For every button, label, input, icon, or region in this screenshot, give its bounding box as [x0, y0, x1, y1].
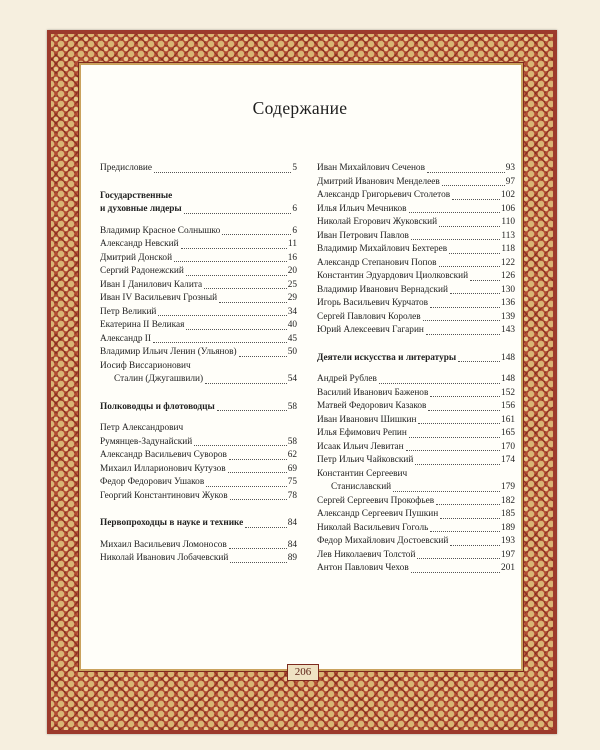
spacer	[100, 387, 297, 401]
toc-entry-page: 45	[287, 333, 297, 344]
toc-entry-title: Владимир Красное Солнышко	[100, 225, 221, 236]
toc-entry[interactable]	[317, 297, 515, 311]
toc-entry-page: 126	[501, 271, 515, 281]
toc-entry-page: 16	[287, 252, 297, 263]
toc-entry[interactable]	[317, 495, 515, 509]
toc-entry[interactable]	[317, 176, 515, 190]
toc-entry-page: 78	[287, 490, 297, 501]
dot-leader	[442, 185, 505, 186]
toc-entry[interactable]	[317, 324, 515, 338]
section-heading[interactable]	[100, 517, 297, 531]
toc-entry-page: 165	[501, 428, 515, 438]
toc-entry-title: Николай Васильевич Гоголь	[317, 522, 429, 533]
dot-leader	[411, 572, 500, 573]
dot-leader	[409, 212, 501, 213]
toc-entry[interactable]	[100, 373, 297, 387]
toc-entry-page: 11	[288, 239, 297, 249]
dot-leader	[181, 248, 287, 249]
toc-entry-page: 84	[287, 539, 297, 550]
toc-entry-title: Сергей Сергеевич Прокофьев	[317, 495, 435, 506]
toc-entry-page: 58	[287, 436, 297, 447]
toc-entry-page: 193	[501, 536, 515, 546]
toc-entry-page: 29	[287, 293, 297, 303]
dot-leader	[158, 315, 286, 316]
dot-leader	[205, 383, 287, 384]
toc-entry-title: Первопроходцы в науке и технике	[100, 518, 244, 528]
dot-leader	[194, 445, 286, 446]
dot-leader	[415, 464, 500, 465]
toc-entry-title: Иван Петрович Павлов	[317, 230, 409, 241]
dot-leader	[409, 437, 500, 438]
toc-entry-page: 69	[287, 463, 297, 474]
dot-leader	[228, 472, 287, 473]
dot-leader	[427, 172, 505, 173]
dot-leader	[379, 383, 500, 384]
spacer	[100, 531, 297, 539]
toc-entry[interactable]	[317, 387, 515, 401]
dot-leader	[430, 307, 500, 308]
toc-entry[interactable]	[100, 306, 297, 320]
dot-leader	[423, 320, 500, 321]
toc-entry[interactable]	[317, 270, 515, 284]
toc-entry-page: 189	[501, 522, 515, 533]
dot-leader	[153, 342, 287, 343]
spacer	[100, 414, 297, 422]
toc-entry-page: 156	[501, 401, 515, 411]
spacer	[100, 176, 297, 190]
dot-leader	[452, 199, 500, 200]
dot-leader	[439, 226, 500, 227]
toc-entry-title: Петр Великий	[100, 306, 157, 317]
dot-leader	[217, 410, 287, 411]
toc-left-column	[100, 162, 297, 566]
toc-entry[interactable]	[317, 454, 515, 468]
toc-entry-title: Румянцев-Задунайский	[100, 436, 193, 447]
toc-entry[interactable]	[317, 189, 515, 203]
toc-entry-title: Иван I Данилович Калита	[100, 279, 203, 290]
dot-leader	[222, 234, 291, 235]
toc-entry[interactable]	[317, 400, 515, 414]
toc-entry-page: 148	[501, 352, 515, 363]
dot-leader	[428, 410, 500, 411]
section-heading[interactable]	[100, 401, 297, 415]
toc-entry-title: Екатерина II Великая	[100, 320, 185, 330]
toc-entry-title: Александр Степанович Попов	[317, 257, 437, 268]
section-heading[interactable]	[317, 352, 515, 366]
dot-leader	[417, 558, 500, 559]
toc-entry-page: 58	[287, 401, 297, 412]
toc-entry[interactable]	[100, 463, 297, 477]
toc-entry-page: 143	[501, 325, 515, 335]
dot-leader	[154, 172, 291, 173]
toc-entry-title: Николай Егорович Жуковский	[317, 217, 438, 227]
toc-entry-title: Деятели искусства и литературы	[317, 352, 457, 363]
toc-entry[interactable]	[100, 238, 297, 252]
toc-entry-page: 5	[292, 163, 297, 173]
toc-entry[interactable]	[317, 284, 515, 298]
toc-entry[interactable]	[317, 414, 515, 428]
dot-leader	[458, 361, 500, 362]
dot-leader	[439, 266, 501, 267]
toc-entry-line: Константин Сергеевич	[317, 468, 408, 479]
toc-entry-title: Александр Сергеевич Пушкин	[317, 509, 439, 519]
page-title: Содержание	[252, 98, 348, 118]
toc-entry-title: Иван Иванович Шишкин	[317, 414, 417, 425]
toc-entry[interactable]	[100, 162, 297, 176]
toc-entry-page: 6	[292, 204, 297, 214]
toc-entry-page: 185	[501, 509, 515, 519]
toc-entry-page: 170	[501, 441, 515, 452]
toc-entry[interactable]	[100, 346, 297, 360]
toc-entry-title: Петр Ильич Чайковский	[317, 455, 414, 465]
toc-entry-title: Сергий Радонежский	[100, 266, 184, 276]
toc-entry-title: Владимир Иванович Вернадский	[317, 284, 449, 295]
toc-entry[interactable]	[100, 436, 297, 450]
toc-entry-page: 110	[501, 217, 515, 227]
toc-entry-page: 113	[501, 230, 515, 241]
toc-entry[interactable]	[100, 292, 297, 306]
toc-entry[interactable]	[317, 230, 515, 244]
toc-entry-title: Василий Иванович Баженов	[317, 387, 429, 398]
toc-entry-title: Лев Николаевич Толстой	[317, 549, 416, 560]
toc-entry-title: Георгий Константинович Жуков	[100, 490, 228, 501]
dot-leader	[470, 280, 500, 281]
toc-entry-title: Александр II	[100, 333, 152, 344]
dot-leader	[449, 253, 500, 254]
dot-leader	[436, 504, 500, 505]
toc-entry[interactable]	[100, 490, 297, 504]
toc-entry[interactable]	[317, 243, 515, 257]
page-number: 206	[287, 664, 319, 681]
toc-entry-page: 136	[501, 298, 515, 308]
toc-entry-page: 179	[501, 482, 515, 492]
toc-entry[interactable]	[317, 522, 515, 536]
toc-entry-page: 20	[287, 266, 297, 276]
toc-entry-page: 54	[287, 374, 297, 384]
dot-leader	[426, 334, 500, 335]
dot-leader	[229, 548, 287, 549]
toc-entry[interactable]	[317, 257, 515, 271]
dot-leader	[186, 329, 286, 330]
toc-entry-page: 182	[501, 495, 515, 506]
dot-leader	[406, 450, 500, 451]
toc-entry[interactable]	[317, 481, 515, 495]
dot-leader	[186, 275, 287, 276]
toc-entry-title: Исаак Ильич Левитан	[317, 441, 404, 452]
dot-leader	[245, 527, 286, 528]
dot-leader	[204, 288, 287, 289]
toc-entry-title: Иван Михайлович Сеченов	[317, 163, 425, 173]
toc-entry[interactable]	[100, 539, 297, 553]
toc-entry-title: Сергей Павлович Королев	[317, 311, 421, 322]
toc-entry-page: 139	[501, 311, 515, 322]
dot-leader	[450, 545, 500, 546]
toc-entry-page: 106	[501, 203, 515, 214]
toc-entry[interactable]	[100, 449, 297, 463]
dot-leader	[430, 531, 500, 532]
toc-entry-title: Николай Иванович Лобачевский	[100, 553, 229, 563]
toc-entry-page: 201	[501, 563, 515, 573]
toc-entry[interactable]	[317, 216, 515, 230]
toc-right-column	[317, 162, 515, 576]
toc-entry-title: Владимир Михайлович Бехтерев	[317, 244, 448, 254]
toc-entry-title: Михаил Илларионович Кутузов	[100, 463, 226, 474]
toc-entry-line: Петр Александрович	[100, 423, 184, 433]
toc-entry-page: 197	[501, 549, 515, 560]
toc-entry-title: Предисловие	[100, 163, 152, 173]
toc-entry-title: Станиславский	[331, 482, 392, 492]
dot-leader	[219, 302, 287, 303]
toc-entry-title: Константин Эдуардович Циолковский	[317, 271, 469, 281]
toc-entry[interactable]	[100, 319, 297, 333]
toc-entry[interactable]	[317, 549, 515, 563]
toc-entry[interactable]	[317, 311, 515, 325]
dot-leader	[206, 486, 286, 487]
toc-entry-page: 118	[501, 244, 515, 254]
spacer	[100, 217, 297, 225]
toc-entry-page: 130	[501, 284, 515, 295]
dot-leader	[411, 239, 501, 240]
toc-entry-title: Дмитрий Донской	[100, 252, 173, 263]
spacer	[317, 365, 515, 373]
toc-entry-title: Юрий Алексеевич Гагарин	[317, 325, 424, 335]
toc-entry[interactable]	[100, 552, 297, 566]
toc-entry-title: Илья Ефимович Репин	[317, 428, 407, 438]
toc-entry-title: Александр Васильевич Суворов	[100, 450, 227, 460]
dot-leader	[418, 423, 500, 424]
toc-entry-page: 75	[287, 477, 297, 487]
toc-entry-page: 161	[501, 414, 515, 425]
toc-entry-page: 34	[287, 306, 297, 317]
toc-entry[interactable]	[100, 333, 297, 347]
toc-entry-title: Андрей Рублев	[317, 374, 377, 384]
toc-entry-title: Федор Михайлович Достоевский	[317, 536, 449, 546]
toc-entry-title: Владимир Ильич Ленин (Ульянов)	[100, 347, 237, 357]
toc-entry-page: 174	[501, 455, 515, 465]
toc-entry-page: 102	[501, 190, 515, 200]
toc-entry-title: Игорь Васильевич Курчатов	[317, 298, 429, 308]
dot-leader	[239, 356, 287, 357]
toc-entry-page: 84	[287, 518, 297, 528]
toc-entry-title: Илья Ильич Мечников	[317, 203, 407, 214]
toc-entry-title: Антон Павлович Чехов	[317, 563, 409, 573]
toc-entry-page: 62	[287, 450, 297, 460]
toc-entry[interactable]	[317, 373, 515, 387]
toc-entry-title: Матвей Федорович Казаков	[317, 401, 427, 411]
dot-leader	[230, 499, 287, 500]
dot-leader	[230, 562, 286, 563]
toc-entry-title: Иван IV Васильевич Грозный	[100, 293, 218, 303]
toc-entry-page: 97	[505, 176, 515, 187]
toc-entry[interactable]	[100, 265, 297, 279]
toc-entry-line: Иосиф Виссарионович	[100, 360, 191, 371]
dot-leader	[184, 213, 292, 214]
toc-entry-page: 148	[501, 374, 515, 384]
toc-entry[interactable]	[100, 279, 297, 293]
section-heading-line: Государственные	[100, 190, 173, 201]
toc-entry-title: Александр Григорьевич Столетов	[317, 190, 451, 200]
toc-entry[interactable]	[317, 427, 515, 441]
toc-entry[interactable]	[317, 535, 515, 549]
toc-entry-title: Дмитрий Иванович Менделеев	[317, 176, 440, 187]
spacer	[100, 503, 297, 517]
toc-entry-page: 93	[505, 163, 515, 173]
toc-entry-title: Сталин (Джугашвили)	[114, 374, 204, 384]
toc-entry[interactable]	[317, 562, 515, 576]
toc-entry[interactable]	[317, 203, 515, 217]
dot-leader	[393, 491, 500, 492]
toc-entry[interactable]	[100, 252, 297, 266]
toc-entry[interactable]	[317, 441, 515, 455]
toc-entry-page: 25	[287, 279, 297, 290]
toc-entry[interactable]	[100, 225, 297, 239]
toc-entry-title: и духовные лидеры	[100, 204, 182, 214]
dot-leader	[174, 261, 287, 262]
toc-entry-page: 152	[501, 387, 515, 398]
spacer	[317, 338, 515, 352]
toc-entry-page: 6	[292, 225, 297, 236]
toc-entry-title: Полководцы и флотоводцы	[100, 401, 215, 412]
toc-entry-title: Александр Невский	[100, 239, 179, 249]
toc-entry[interactable]	[317, 508, 515, 522]
toc-entry-title: Михаил Васильевич Ломоносов	[100, 539, 227, 550]
toc-entry[interactable]	[100, 476, 297, 490]
toc-entry-page: 50	[287, 347, 297, 357]
toc-entry-page: 89	[287, 553, 297, 563]
dot-leader	[450, 293, 500, 294]
toc-entry-page: 122	[501, 257, 515, 268]
dot-leader	[229, 459, 287, 460]
dot-leader	[440, 518, 500, 519]
toc-entry[interactable]	[317, 162, 515, 176]
dot-leader	[430, 396, 500, 397]
toc-entry-page: 40	[287, 320, 297, 330]
toc-entry-title: Федор Федорович Ушаков	[100, 477, 205, 487]
section-heading[interactable]	[100, 203, 297, 217]
